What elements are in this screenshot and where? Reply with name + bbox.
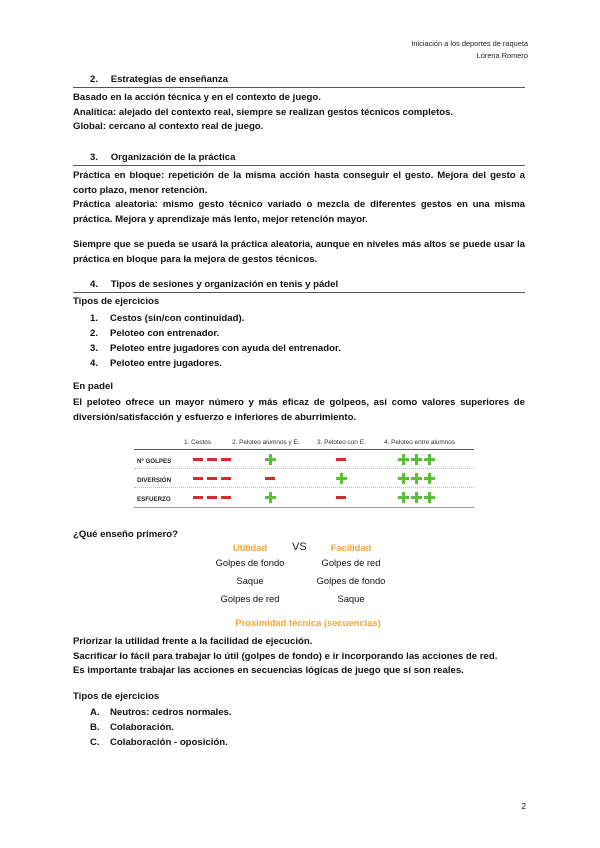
minus-icon <box>221 477 231 480</box>
page-number: 2 <box>521 802 526 811</box>
section-2-rule <box>73 87 525 88</box>
table-row-label: DIVERSIÓN <box>137 477 172 484</box>
bloque-paragraph <box>73 169 525 198</box>
list-item-letter: A. <box>90 707 100 718</box>
page-header <box>411 38 528 61</box>
minus-icon <box>193 458 203 461</box>
table-row-divider <box>134 468 474 469</box>
aleatoria-text: mismo gesto técnico variado o mezcla de diferentes gestos en una misma práctica. Mejora y aprendizaje más lento, mejor retención mayor. <box>73 199 525 225</box>
section-4-heading <box>90 279 339 290</box>
table-col-header: 2. Peloteo alumnos y E. <box>232 439 300 446</box>
list-item-number: 2. <box>90 328 99 339</box>
section-4-subtitle-text: Tipos de ejercicios <box>73 296 160 307</box>
minus-icon <box>221 496 231 499</box>
aleatoria-paragraph <box>73 198 525 227</box>
facilidad-item: Golpes de red <box>321 557 381 568</box>
minus-icon <box>207 477 217 480</box>
question-text: ¿Qué enseño primero? <box>73 529 179 540</box>
list-item-text: Cestos (sin/con continuidad). <box>110 313 245 324</box>
list-item-number: 3. <box>90 343 99 354</box>
plus-icon <box>398 492 409 503</box>
list-item-text: Peloteo entre jugadores con ayuda del entrenador. <box>110 343 341 354</box>
conclusion-line: Sacrificar lo fácil para trabajar lo útil (golpes de fondo) e ir incorporando las acciones de red. <box>73 650 498 662</box>
plus-icon <box>424 492 435 503</box>
section-2-title: Estrategias de enseñanza <box>110 74 228 85</box>
table-row-divider <box>134 487 474 488</box>
plus-icon <box>398 473 409 484</box>
plus-icon <box>411 492 422 503</box>
bloque-text: repetición de la misma acción hasta conseguir el gesto. Mejora del gesto a corto plazo, menor retención. <box>73 170 525 196</box>
minus-icon <box>193 477 203 480</box>
list-item-text: Peloteo con entrenador. <box>110 328 220 339</box>
facilidad-title: Facilidad <box>330 542 372 553</box>
plus-icon <box>411 454 422 465</box>
section-2-body <box>73 91 525 135</box>
aleatoria-label: Práctica aleatoria: <box>73 199 158 210</box>
utilidad-item: Golpes de red <box>220 593 280 604</box>
exercise-comparison-table <box>134 437 474 514</box>
section-2-heading <box>90 74 228 85</box>
vs-label: VS <box>292 541 307 553</box>
global-text: cercano al contexto real de juego. <box>106 121 264 133</box>
section-3-rule <box>73 165 525 166</box>
types2-title <box>73 690 525 705</box>
list-item-number: 1. <box>90 313 99 324</box>
section-3-number: 3. <box>90 152 99 163</box>
list-item-text: Neutros: cedros normales. <box>110 707 232 718</box>
list-item-text: Peloteo entre jugadores. <box>110 358 222 369</box>
section-2-p1: Basado en la acción técnica y en el contexto de juego. <box>73 92 321 103</box>
table-col-header: 4. Peloteo entre alumnos <box>384 439 456 446</box>
section-3-heading <box>90 152 236 163</box>
proximidad-tecnica-label: Proximidad técnica (secuencias) <box>235 617 381 628</box>
table-bottom-rule <box>134 507 474 508</box>
analitica-label: Analítica: <box>73 106 117 118</box>
facilidad-item: Golpes de fondo <box>316 575 386 586</box>
padel-title <box>73 380 525 395</box>
utilidad-item: Saque <box>236 575 264 586</box>
plus-icon <box>265 454 276 465</box>
bloque-label: Práctica en bloque: <box>73 170 165 181</box>
table-row-label: ESFUERZO <box>137 496 171 503</box>
section-4-number: 4. <box>90 279 99 290</box>
section-3-p3: Siempre que se pueda se usará la práctica aleatoria, aunque en niveles más altos se puede usar la práctica en bloque para la mejora de gestos técnicos. <box>73 239 525 265</box>
section-4-title: Tipos de sesiones y organización en tenis y pádel <box>110 279 339 290</box>
minus-icon <box>193 496 203 499</box>
conclusions <box>73 635 525 679</box>
section-4-subtitle <box>73 295 525 310</box>
minus-icon <box>265 477 275 480</box>
plus-icon <box>411 473 422 484</box>
utilidad-item: Golpes de fondo <box>215 557 285 568</box>
conclusion-line: Priorizar la utilidad frente a la facilidad de ejecución. <box>73 636 313 647</box>
table-header-rule <box>134 449 474 450</box>
plus-icon <box>424 454 435 465</box>
plus-icon <box>398 454 409 465</box>
list-item-letter: B. <box>90 722 100 733</box>
types2-title-text: Tipos de ejercicios <box>73 691 160 702</box>
list-item-text: Colaboración - oposición. <box>110 737 228 748</box>
list-item-letter: C. <box>90 737 100 748</box>
analitica-text: alejado del contexto real, siempre se realizan gestos técnicos completos. <box>116 106 454 118</box>
minus-icon <box>336 496 346 499</box>
plus-icon <box>424 473 435 484</box>
padel-paragraph <box>73 396 525 425</box>
plus-icon <box>336 473 347 484</box>
plus-icon <box>265 492 276 503</box>
section-3-conclusion <box>73 238 525 267</box>
facilidad-item: Saque <box>337 593 365 604</box>
header-course: Iniciación a los deportes de raqueta <box>411 39 528 48</box>
minus-icon <box>207 496 217 499</box>
list-item-number: 4. <box>90 358 99 369</box>
minus-icon <box>207 458 217 461</box>
table-row-label: Nº GOLPES <box>137 458 172 465</box>
padel-title-text: En padel <box>73 381 113 392</box>
minus-icon <box>221 458 231 461</box>
utilidad-title: Utilidad <box>232 542 268 553</box>
padel-text: El peloteo ofrece un mayor número y más eficaz de golpeos, así como valores superiores de diversión/satisfacción y esfuerzo e inferiores de aburrimiento. <box>73 397 525 423</box>
section-4-rule <box>73 292 525 293</box>
table-col-header: 1. Cestos <box>184 439 211 446</box>
header-author: Lorena Romero <box>476 50 528 60</box>
section-2-number: 2. <box>90 74 99 85</box>
section-3-title: Organización de la práctica <box>110 152 236 163</box>
global-label: Global: <box>73 121 107 133</box>
minus-icon <box>336 458 346 461</box>
list-item-text: Colaboración. <box>110 722 174 733</box>
conclusion-line: Es importante trabajar las acciones en secuencias lógicas de juego que sí son reales. <box>73 665 464 677</box>
table-col-header: 3. Peloteo con E. <box>317 439 366 446</box>
